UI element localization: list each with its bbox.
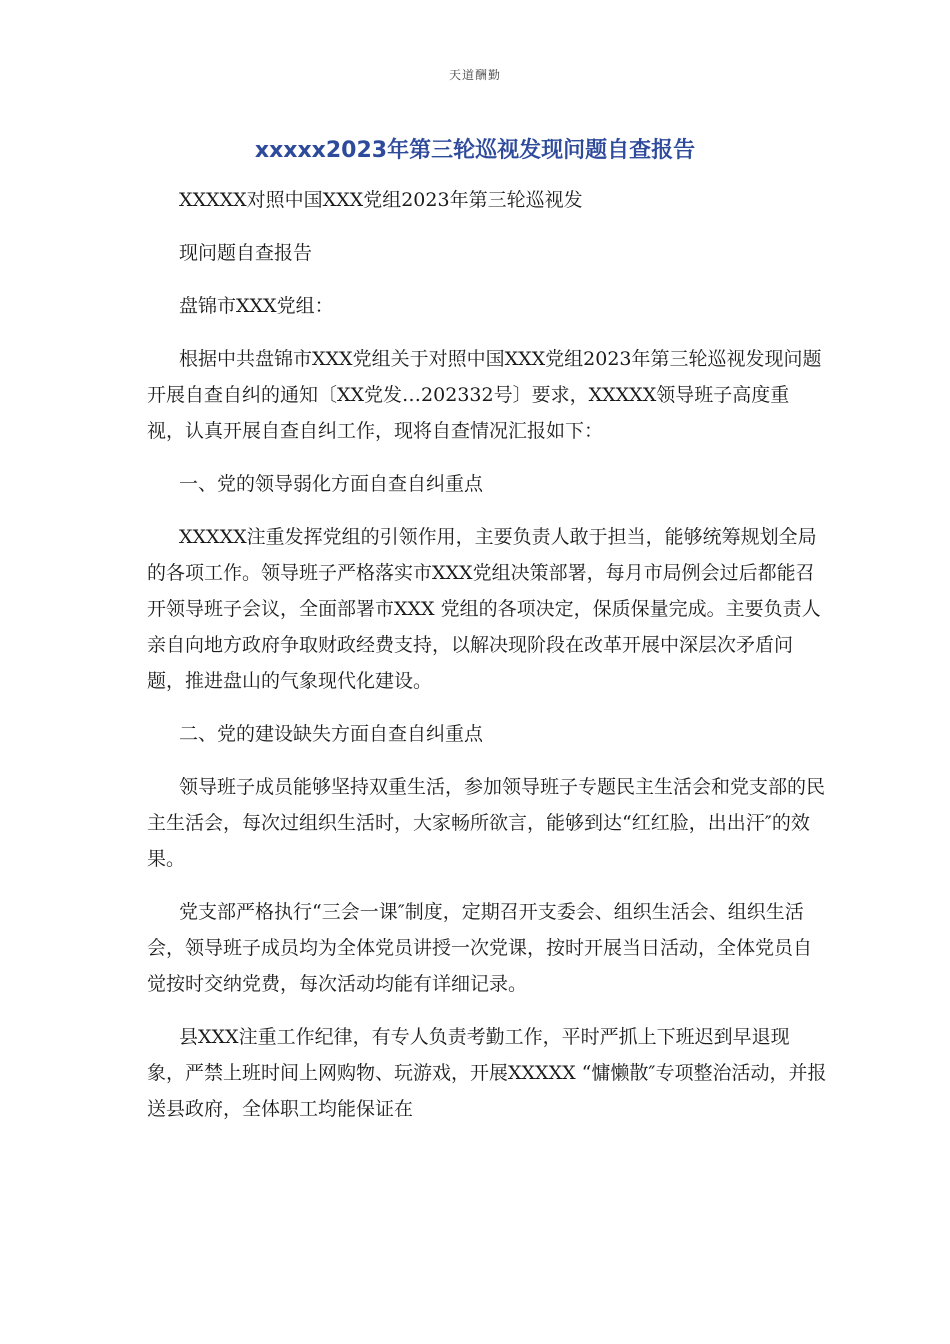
paragraph-section-1: XXXXX注重发挥党组的引领作用，主要负责人敢于担当，能够统筹规划全局的各项工作。领导班子严格落实市XXX党组决策部署，每月市局例会过后都能召开领导班子会议，全面部署市XXX 党组的各项决定，保质保量完成。主要负责人亲自向地方政府争取财政经费支持，以解决现阶段在改革开展中深层次矛盾问题，推进盘山的气象现代化建设。 (147, 526, 821, 692)
document-body (147, 182, 827, 1144)
paragraph-section-2b: 党支部严格执行“三会一课″制度，定期召开支委会、组织生活会、组织生活会，领导班子成员均为全体党员讲授一次党课，按时开展当日活动，全体党员自觉按时交纳党费，每次活动均能有详细记录。 (147, 901, 813, 995)
paragraph-salutation: 盘锦市XXX党组： (179, 295, 334, 317)
document-title: xxxxx2023年第三轮巡视发现问题自查报告 (254, 138, 696, 163)
section-heading-1: 一、党的领导弱化方面自查自纠重点 (179, 473, 484, 495)
paragraph-intro-line2: 现问题自查报告 (179, 242, 313, 264)
paragraph-section-2c: 县XXX注重工作纪律，有专人负责考勤工作，平时严抓上下班迟到早退现象，严禁上班时间上网购物、玩游戏，开展XXXXX “慵懒散″专项整治活动，并报送县政府，全体职工均能保证在 (147, 1026, 827, 1120)
paragraph-intro-line1: XXXXX对照中国XXX党组2023年第三轮巡视发 (179, 189, 583, 211)
page-header: 天道酬勤 (448, 68, 501, 82)
paragraph-basis: 根据中共盘锦市XXX党组关于对照中国XXX党组2023年第三轮巡视发现问题开展自查自纠的通知〔XX党发…202332号〕要求，XXXXX领导班子高度重视，认真开展自查自纠工作，现将自查情况汇报如下： (147, 348, 822, 442)
section-heading-2: 二、党的建设缺失方面自查自纠重点 (179, 723, 484, 745)
paragraph-section-2a: 领导班子成员能够坚持双重生活，参加领导班子专题民主生活会和党支部的民主生活会，每次过组织生活时，大家畅所欲言，能够到达“红红脸，出出汗″的效果。 (147, 776, 826, 870)
